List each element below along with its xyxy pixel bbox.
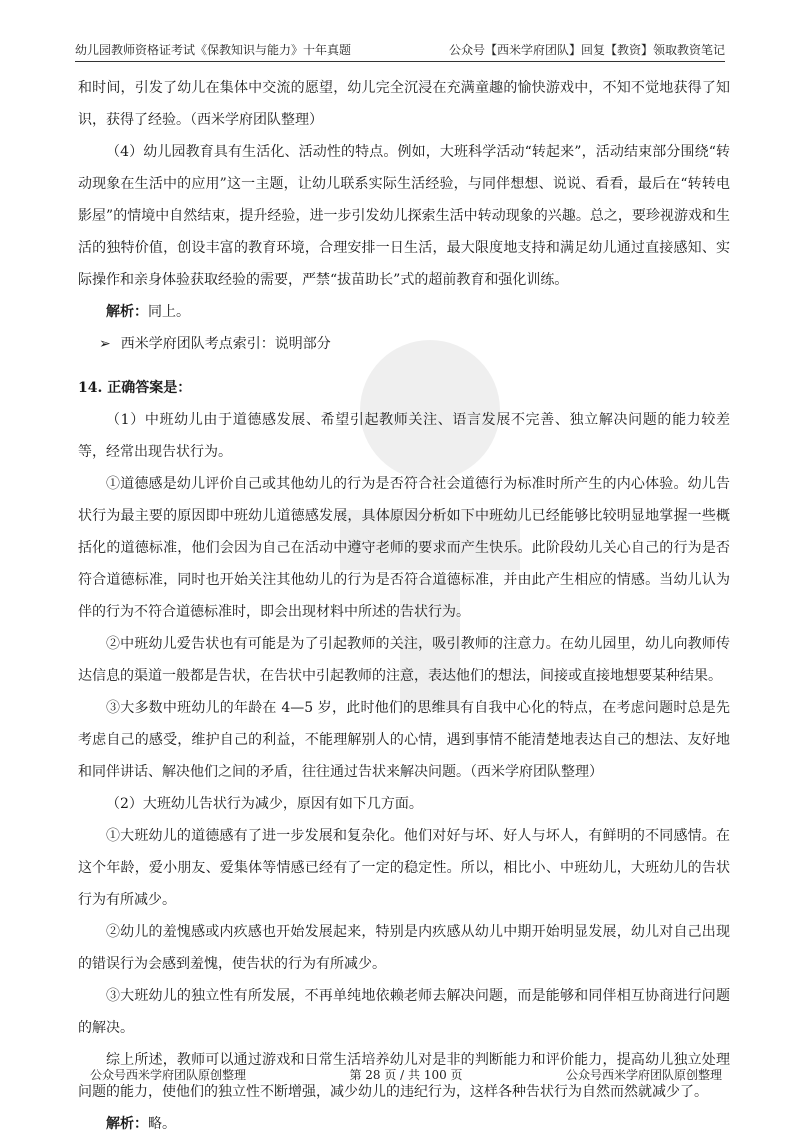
q14-paragraph: ①道德感是幼儿评价自己或其他幼儿的行为是否符合社会道德行为标准时所产生的内心体验。幼儿告状行为最主要的原因即中班幼儿道德感发展，具体原因分析如下中班幼儿已经能够比较明显地掌握一些概括化的道德标准，他们会因为自己在活动中遵守老师的要求而产生快乐。此阶段幼儿关心自己的行为是否符合道德标准，同时也开始关注其他幼儿的行为是否符合道德标准，并由此产生相应的情感。当幼儿认为伴的行为不符合道德标准时，即会出现材料中所述的告状行为。 <box>78 476 730 620</box>
page-content <box>78 72 730 1140</box>
q14-paragraph: ③大多数中班幼儿的年龄在 4—5 岁，此时他们的思维具有自我中心化的特点，在考虑问题时总是先考虑自己的感受，维护自己的利益，不能理解别人的心情，遇到事情不能清楚地表达自己的想法、友好地和同伴讲话、解决他们之间的矛盾，往往通过告状来解决问题。（西米学府团队整理） <box>78 700 730 780</box>
q14-paragraph: ①大班幼儿的道德感有了进一步发展和复杂化。他们对好与坏、好人与坏人，有鲜明的不同感情。在这个年龄，爱小朋友、爱集体等情感已经有了一定的稳定性。所以，相比小、中班幼儿，大班幼儿的告状行为有所减少。 <box>78 828 730 908</box>
question-14-title: 14. 正确答案是： <box>78 380 192 396</box>
page-number: 第 28 页 / 共 100 页 <box>349 1068 463 1082</box>
q14-paragraph: ②幼儿的羞愧感或内疚感也开始发展起来，特别是内疚感从幼儿中期开始明显发展，幼儿对自己出现的错误行为会感到羞愧，使告状的行为有所减少。 <box>78 924 730 972</box>
analysis-label: 解析： <box>106 1116 148 1132</box>
q14-paragraph: （1）中班幼儿由于道德感发展、希望引起教师关注、语言发展不完善、独立解决问题的能力较差等，经常出现告状行为。 <box>78 412 730 460</box>
footer-left: 公众号西米学府团队原创整理 <box>90 1068 247 1082</box>
page-footer <box>90 1066 722 1083</box>
index-bullet <box>78 328 730 360</box>
footer-right: 公众号西米学府团队原创整理 <box>565 1068 722 1082</box>
q14-paragraph: ③大班幼儿的独立性有所发展，不再单纯地依赖老师去解决问题，而是能够和同伴相互协商进行问题的解决。 <box>78 988 730 1036</box>
page-header <box>75 36 725 62</box>
analysis-text: 同上。 <box>148 304 190 320</box>
analysis-label: 解析： <box>106 304 148 320</box>
q14-summary: 综上所述，教师可以通过游戏和日常生活培养幼儿对是非的判断能力和评价能力，提高幼儿独立处理问题的能力，使他们的独立性不断增强，减少幼儿的违纪行为，这样各种告状行为自然而然就减少了。 <box>78 1052 730 1100</box>
header-promo: 公众号【西米学府团队】回复【教资】领取教资笔记 <box>448 43 725 57</box>
analysis-text: 略。 <box>148 1116 176 1132</box>
index-bullet-text: 西米学府团队考点索引：说明部分 <box>120 336 331 352</box>
arrow-bullet-icon: ➢ <box>99 336 111 352</box>
q14-paragraph: ②中班幼儿爱告状也有可能是为了引起教师的关注，吸引教师的注意力。在幼儿园里，幼儿向教师传达信息的渠道一般都是告状，在告状中引起教师的注意，表达他们的想法，间接或直接地想要某种结果。 <box>78 636 730 684</box>
paragraph-continuation: 和时间，引发了幼儿在集体中交流的愿望，幼儿完全沉浸在充满童趣的愉快游戏中，不知不觉地获得了知识，获得了经验。（西米学府团队整理） <box>78 80 730 128</box>
analysis-block <box>78 1108 730 1140</box>
header-title: 幼儿园教师资格证考试《保教知识与能力》十年真题 <box>75 43 352 57</box>
analysis-block <box>78 296 730 328</box>
q14-paragraph: （2）大班幼儿告状行为减少，原因有如下几方面。 <box>106 796 423 812</box>
paragraph-point-4: （4）幼儿园教育具有生活化、活动性的特点。例如，大班科学活动“转起来”，活动结束部分围绕“转动现象在生活中的应用”这一主题，让幼儿联系实际生活经验，与同伴想想、说说、看看，最后在“转转电影屋”的情境中自然结束，提升经验，进一步引发幼儿探索生活中转动现象的兴趣。总之，要珍视游戏和生活的独特价值，创设丰富的教育环境，合理安排一日生活，最大限度地支持和满足幼儿通过直接感知、实际操作和亲身体验获取经验的需要，严禁“拔苗助长”式的超前教育和强化训练。 <box>78 144 730 288</box>
